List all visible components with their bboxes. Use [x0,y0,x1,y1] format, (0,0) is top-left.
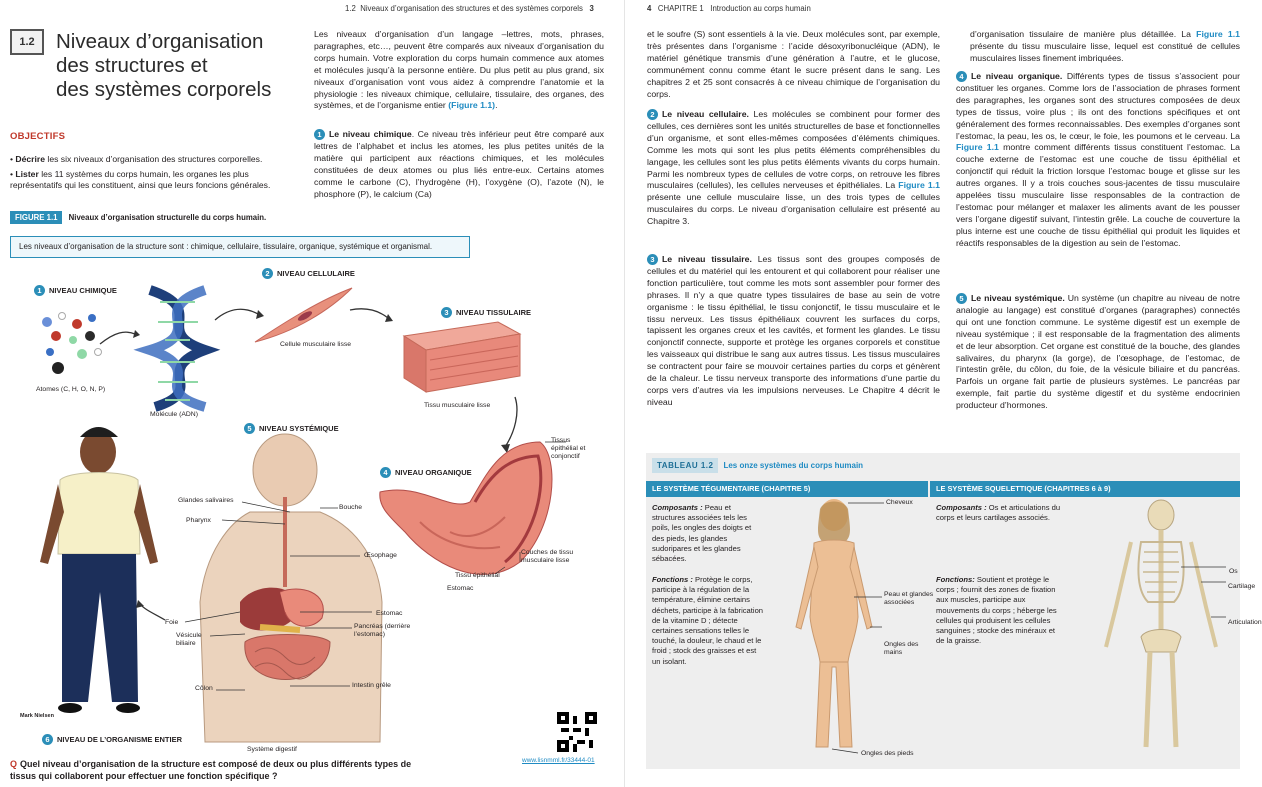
chemical-level-continuation: et le soufre (S) sont essentiels à la vie. Deux molécules sont, par exemple, très présentes dans l’organisme : l’acide désoxyribonucléique (ADN), le matériel génétique transmis d’une génération à l’autre, et le glucose, communément connu comme étant le sucre présent dans le sang. Les chapitres 2 et 25 sont consacrés à ce niveau chimique de l’organisation du corps. [647,29,940,99]
level-cellular-label: 2 NIVEAU CELLULAIRE [262,268,355,279]
running-head-left: 1.2 Niveaux d’organisation des structures et des systèmes corporels 3 [345,4,594,13]
label-fingernails: Ongles des mains [884,641,919,657]
level5-paragraph: 5 Le niveau systémique. Un système (un chapitre au niveau de notre analogie au langage) est constitué d’organes (paragraphes) connectés qui ont une fonction commune. Le système digestif est un exemple de niveau systémique ; il est responsable de la fragmentation des aliments et de leur absorption. Cet organe est constitué de la bouche, des glandes salivaires, du pharynx (la gorge), de l’œsophage, de l’estomac, de l’intestin grêle, du côlon, du foie, de la vésicule biliaire et du pancréas. Parfois un organe fait partie de plusieurs systèmes. Le pancréas par exemple, fait partie du système digestif et du système endocrinien producteur d’hormones. [956,293,1240,411]
level-organ-label: 4 NIVEAU ORGANIQUE [380,467,472,478]
label-toenails: Ongles des pieds [861,750,914,757]
figure-ref-link[interactable]: (Figure 1.1) [448,100,496,111]
label-pharynx: Pharynx [186,517,211,524]
level4-paragraph: 4 Le niveau organique. Différents types de tissus s’associent pour constituer les organes. Comme lors de l’association de phrases forment des paragraphes, les organes sont des structures composées de deux types de tissus, voire plus ; ils ont des fonctions spécifiques et ont généralement des formes reconnaissables. Des exemples d’organes sont l’estomac, la peau, les os, le cœur, le foie, les poumons et le cerveau. La Figure 1.1 montre comment différents tissus constituent l’estomac. La couche externe de l’estomac est une couche de tissu épithélial et conjonctif qui réduit la friction lorsque l’estomac bouge et glisse sur les autres organes. Il y a trois couches sous-jacentes de tissu musculaire appelées tissu musculaire lisse responsables de la contraction de l’estomac pour mélanger et malaxer les aliments avant de les pousser vers l’organe digestif suivant, l’intestin grêle. La couche de couverture la plus interne est une couche de tissu épithélial qui produit les liquides et réactifs responsables de la digestion au sein de l’estomac. [956,71,1240,248]
level-tissue-label: 3 NIVEAU TISSULAIRE [441,307,531,318]
label-bone: Os [1229,568,1238,575]
label-digestive-system: Système digestif [247,746,297,753]
label-esophagus: Œsophage [364,552,397,559]
table-tag: TABLEAU 1.2 [652,458,718,473]
label-liver: Foie [165,619,179,626]
label-gallbladder: Vésicule biliaire [176,632,202,648]
integumentary-figure [774,497,924,767]
qr-code-icon[interactable] [557,712,597,752]
objective-item: • Décrire les six niveaux d’organisation des structures corporelles. [10,154,263,164]
section-title: Niveaux d’organisation des structures et des systèmes corporels [56,30,272,101]
figure-tag: FIGURE 1.1 [10,211,62,224]
figure-header [10,211,266,224]
level2-paragraph: 2 Le niveau cellulaire. Les molécules se combinent pour former des cellules, ces dernières sont les unités structurelles de base et fonctionnelles d’un organisme, et sont elles-mêmes composées d’éléments chimiques. Comme les mots qui sont les plus petits éléments compréhensibles du langage, les cellules sont les plus petits éléments vivants du corps humain. Parmi les nombreux types de cellules de votre corps, on retrouve les fibres musculaires (cellules), les cellules nerveuses et épithéliales. La Figure 1.1 présente une cellule musculaire lisse, un des trois types de cellules musculaires du corps. Le niveau d’organisation cellulaire est présenté au Chapitre 3. [647,109,940,227]
label-molecule: Molécule (ADN) [150,411,198,418]
objective-item: • Lister les 11 systèmes du corps humain, les organes les plus représentatifs qui les constituent, ainsi que leurs foncions générales. [10,168,271,191]
level1-paragraph: 1 Le niveau chimique. Ce niveau très inférieur peut être comparé aux lettres de l’alphabet et inclus les atomes, les plus petites unités de la matière qui participent aux réactions chimiques, et les molécules constituées de deux atomes ou plus liés entre-eux. Certains atomes comme le carbone (C), l’hydrogène (H), l’oxygène (O), l’azote (N), le phosphore (P), le calcium (Ca) [314,129,604,199]
system-header-integumentary: LE SYSTÈME TÉGUMENTAIRE (CHAPITRE 5) [646,481,928,497]
label-small-intestine: Intestin grêle [352,682,391,689]
right-page [624,0,1262,787]
number-badge: 3 [647,254,658,265]
integumentary-components: Composants : Peau et structures associées tels les poils, les ongles des doigts et des pieds, les glandes sudoripares et les glandes sébacées. [652,503,752,564]
label-joint: Articulation [1228,619,1262,626]
figure-illustration [0,262,620,762]
intro-paragraph: Les niveaux d’organisation d’un langage –lettres, mots, phrases, paragraphes, etc…, peuvent être comparés aux niveaux d’organisation du corps humain. Votre exploration du corps humain commence aux atomes et molécules jusqu’à la personne entière. Du plus petit au plus grand, six niveaux d’organisation vont vous aidez à comprendre l’anatomie et la physiologie : les niveaux chimique, cellulaire, tissulaire, des organes, des systèmes, et de l’organisme entier (Figure 1.1). [314,29,604,111]
table-title: TABLEAU 1.2 Les onze systèmes du corps humain [646,453,1240,481]
resource-link[interactable]: www.lisnmml.fr/33444-01 [522,757,595,764]
section-number: 1.2 [10,29,44,55]
figure-title: Niveaux d’organisation structurelle du corps humain. [68,213,267,222]
label-stomach-organ: Estomac [447,585,474,592]
level-chemical-label: 1 NIVEAU CHIMIQUE [34,285,117,296]
table-1-2 [646,453,1262,769]
label-colon: Côlon [195,685,213,692]
figure-caption: Les niveaux d’organisation de la structure sont : chimique, cellulaire, tissulaire, organique, systémique et organismal. [10,236,470,258]
label-atoms: Atomes (C, H, O, N, P) [36,386,106,393]
integumentary-functions: Fonctions : Protège le corps, participe à la régulation de la température, élimine certains déchets, participe à la fabrication de la vitamine D ; détecte certaines sensations telles le touché, la douleur, le chaud et le froid ; stock des graisses et est un isolant. [652,575,764,666]
figure-ref-link[interactable]: Figure 1.1 [1196,29,1240,39]
label-hair: Cheveux [886,499,913,506]
label-smooth-muscle-cell: Cellule musculaire lisse [280,341,352,348]
label-pancreas: Pancréas (derrière l’estomac) [354,623,411,639]
figure-ref-link[interactable]: Figure 1.1 [956,142,999,153]
skeletal-components: Composants : Os et articulations du corps et leurs cartilages associés. [936,503,1061,523]
question-letter: Q [10,759,18,769]
label-stomach: Estomac [376,610,403,617]
level3-paragraph: 3 Le niveau tissulaire. Les tissus sont des groupes composés de cellules et du matériel qui les entourent et qui collaborent pour réaliser une fonction particulière, tout comme les mots sont assembler pour former des phrases. Il n’y a que quatre types tissulaires de base au sein de votre organisme : le tissu épithélial, le tissu conjonctif, le tissu musculaire et le tissu nerveux. Les tissus épithéliaux couvrent les surfaces du corps, tapissent les organes creux et les cavités, et forment les glandes. Le tissu conjonctif connecte, supporte et protège les organes corporels et constitue les vaisseaux qui distribue le sang aux autres tissus. Les tissus musculaires se contractent pour faire se mouvoir certaines parties du corps et génèrent de la chaleur. Le tissu nerveux transporte des informations d’une partie du corps vers d’autres via les impulsions nerveuses. Le Chapitre 4 décrit le niveau [647,254,940,407]
left-page [0,0,620,787]
label-muscle-layers: Couches de tissu musculaire lisse [521,549,574,565]
label-mouth: Bouche [339,504,363,511]
label-epithelial-tissue: Tissu épithélial [455,572,500,579]
dna-molecule-illustration [150,290,205,407]
number-badge: 2 [647,109,658,120]
skeletal-figure [1076,497,1246,767]
label-smooth-muscle-tissue: Tissu musculaire lisse [424,402,491,409]
level-system-label: 5 NIVEAU SYSTÉMIQUE [244,423,339,434]
objectives-list [10,154,300,195]
number-badge: 4 [956,71,967,82]
smooth-muscle-tissue-illustration [404,322,520,392]
system-header-skeletal: LE SYSTÈME SQUELETTIQUE (CHAPITRES 6 à 9) [930,481,1240,497]
atoms-illustration [42,313,102,375]
label-epithelial-connective: Tissus épithélial et conjonctif [551,437,586,461]
label-cartilage: Cartilage [1228,583,1256,590]
objectives-heading: OBJECTIFS [10,131,66,142]
skeletal-functions: Fonctions: Soutient et protège le corps ; fournit des zones de fixation aux muscles, participe aux mouvements du corps ; héberge les cellules qui produisent les cellules sanguines ; stocke des minéraux et de la graisse. [936,575,1057,646]
photo-credit: Mark Nielsen [20,713,54,719]
figure-question: Q Quel niveau d’organisation de la structure est composé de deux ou plus différents types de tissus qui collaborent pour effectuer une fonction spécifique ? [10,759,412,781]
label-skin-glands: Peau et glandes associées [884,591,934,607]
tissue-level-continuation: d’organisation tissulaire de manière plus détaillée. La Figure 1.1 présente du tissu musculaire lisse, lequel est constitué de cellules musculaires lisses finement imbriquées. [970,29,1240,63]
number-badge: 5 [956,293,967,304]
digestive-system-illustration [200,434,382,742]
label-salivary-glands: Glandes salivaires [178,497,234,504]
person-photo [40,427,158,713]
figure-ref-link[interactable]: Figure 1.1 [898,180,940,191]
number-badge: 1 [314,129,325,140]
level-organism-label: 6 NIVEAU DE L’ORGANISME ENTIER [42,734,182,745]
running-head-right: 4 CHAPITRE 1 Introduction au corps humain [647,4,811,13]
